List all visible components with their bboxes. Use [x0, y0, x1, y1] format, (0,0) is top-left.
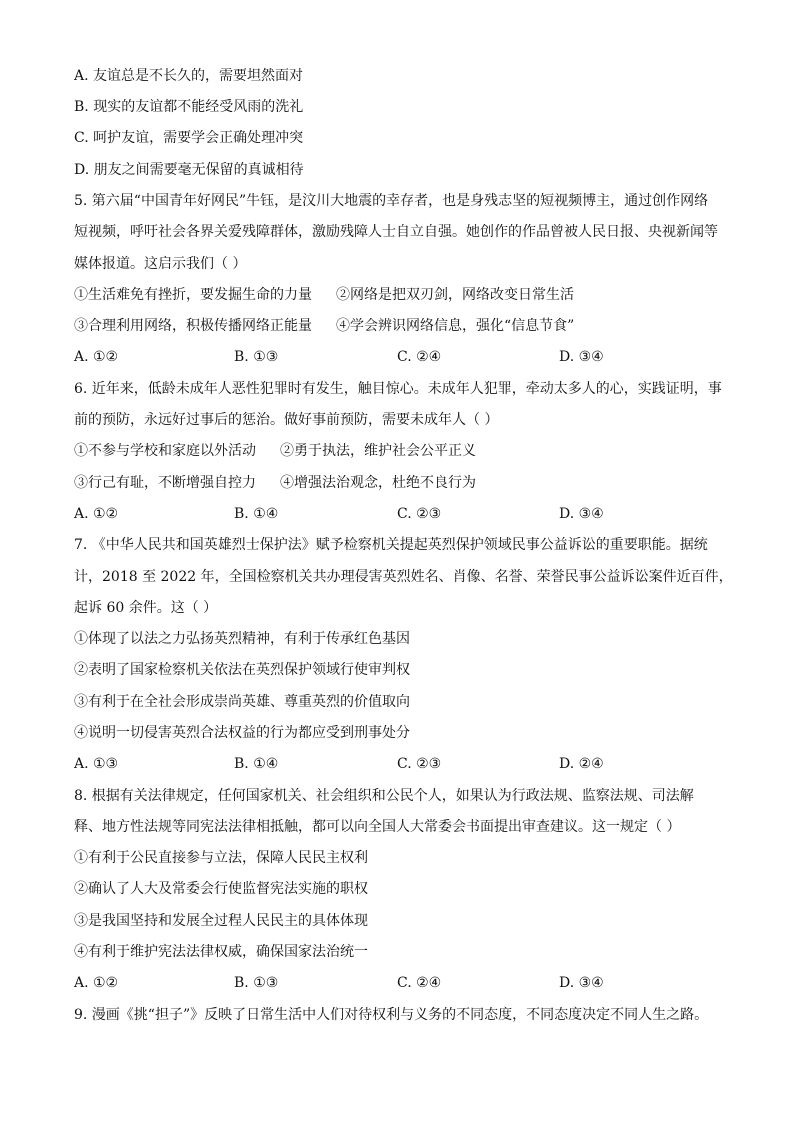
q6-statement-4: ④增强法治观念，杜绝不良行为: [280, 475, 476, 491]
q7-statement-1: ①体现了以法之力弘扬英烈精神，有利于传承红色基因: [74, 631, 410, 647]
q6-choices: [74, 504, 724, 524]
q5-statements-row-2: [74, 316, 724, 336]
q4-option-b: B. 现实的友谊都不能经受风雨的洗礼: [74, 99, 304, 115]
q7-stem-line-1: 7. 《中华人民共和国英雄烈士保护法》赋予检察机关提起英烈保护领域民事公益诉讼的重要职能。据统: [74, 537, 708, 553]
q7-choice-b[interactable]: B. ①④: [234, 756, 279, 772]
q6-statements-row-1: [74, 441, 724, 461]
q8-statement-3: ③是我国坚持和发展全过程人民民主的具体体现: [74, 913, 368, 929]
q7-statement-2: ②表明了国家检察机关依法在英烈保护领域行使审判权: [74, 662, 410, 678]
q5-statement-2: ②网络是把双刃剑，网络改变日常生活: [336, 287, 574, 303]
q6-stem-line-2: 前的预防，永远好过事后的惩治。做好事前预防，需要未成年人（ ）: [74, 412, 499, 428]
q7-statement-4: ④说明一切侵害英烈合法权益的行为都应受到刑事处分: [74, 725, 410, 741]
q8-choice-b[interactable]: B. ①③: [234, 975, 279, 991]
q8-choice-a[interactable]: A. ①②: [74, 975, 119, 991]
q5-choices: [74, 347, 724, 367]
q8-statement-2: ②确认了人大及常委会行使监督宪法实施的职权: [74, 881, 368, 897]
q8-choice-d[interactable]: D. ③④: [559, 975, 604, 991]
q7-stem-line-2: 计，2018 至 2022 年，全国检察机关共办理侵害英烈姓名、肖像、名誉、荣誉民事公益诉讼案件近百件，: [74, 569, 733, 585]
q5-statement-3: ③合理利用网络，积极传播网络正能量: [74, 318, 312, 334]
q6-statement-2: ②勇于执法，维护社会公平正义: [280, 443, 476, 459]
q5-choice-d[interactable]: D. ③④: [559, 349, 604, 365]
q7-choice-a[interactable]: A. ①③: [74, 756, 119, 772]
q5-stem-line-1: 5. 第六届“中国青年好网民”牛钰，是汶川大地震的幸存者，也是身残志坚的短视频博主，通过创作网络: [74, 193, 709, 209]
q8-stem-line-2: 释、地方性法规等同宪法法律相抵触，都可以向全国人大常委会书面提出审查建议。这一规定（ ）: [74, 819, 681, 835]
q5-choice-b[interactable]: B. ①③: [234, 349, 279, 365]
q8-statement-1: ①有利于公民直接参与立法，保障人民民主权利: [74, 850, 368, 866]
q8-choice-c[interactable]: C. ②④: [397, 975, 442, 991]
q5-statement-4: ④学会辨识网络信息，强化“信息节食”: [336, 318, 575, 334]
q6-statement-1: ①不参与学校和家庭以外活动: [74, 443, 256, 459]
q7-choice-c[interactable]: C. ②③: [397, 756, 442, 772]
q6-choice-c[interactable]: C. ②③: [397, 506, 442, 522]
q4-option-c: C. 呵护友谊，需要学会正确处理冲突: [74, 130, 304, 146]
q7-stem-line-3: 起诉 60 余件。这（ ）: [74, 600, 218, 616]
q8-choices: [74, 973, 724, 993]
q5-choice-c[interactable]: C. ②④: [397, 349, 442, 365]
q5-statement-1: ①生活难免有挫折，要发掘生命的力量: [74, 287, 312, 303]
q8-statement-4: ④有利于维护宪法法律权威，确保国家法治统一: [74, 944, 368, 960]
q6-choice-b[interactable]: B. ①④: [234, 506, 279, 522]
q4-option-a: A. 友谊总是不长久的，需要坦然面对: [74, 68, 304, 84]
q6-statement-3: ③行己有耻，不断增强自控力: [74, 475, 256, 491]
q7-choices: [74, 754, 724, 774]
q7-choice-d[interactable]: D. ②④: [559, 756, 604, 772]
q5-choice-a[interactable]: A. ①②: [74, 349, 119, 365]
q7-statement-3: ③有利于在全社会形成崇尚英雄、尊重英烈的价值取向: [74, 694, 410, 710]
q8-stem-line-1: 8. 根据有关法律规定，任何国家机关、社会组织和公民个人，如果认为行政法规、监察法规、司法解: [74, 788, 694, 804]
q9-stem-line-1: 9. 漫画《挑“担子”》反映了日常生活中人们对待权利与义务的不同态度，不同态度决定不同人生之路。: [74, 1007, 709, 1023]
q6-stem-line-1: 6. 近年来，低龄未成年人恶性犯罪时有发生，触目惊心。未成年人犯罪，牵动太多人的心，实践证明，事: [74, 381, 722, 397]
q5-stem-line-2: 短视频，呼吁社会各界关爱残障群体，激励残障人士自立自强。她创作的作品曾被人民日报、央视新闻等: [74, 224, 718, 240]
q4-option-d: D. 朋友之间需要毫无保留的真诚相待: [74, 162, 304, 178]
q6-statements-row-2: [74, 473, 724, 493]
q6-choice-a[interactable]: A. ①②: [74, 506, 119, 522]
q5-stem-line-3: 媒体报道。这启示我们（ ）: [74, 256, 247, 272]
q5-statements-row-1: [74, 285, 724, 305]
q6-choice-d[interactable]: D. ③④: [559, 506, 604, 522]
